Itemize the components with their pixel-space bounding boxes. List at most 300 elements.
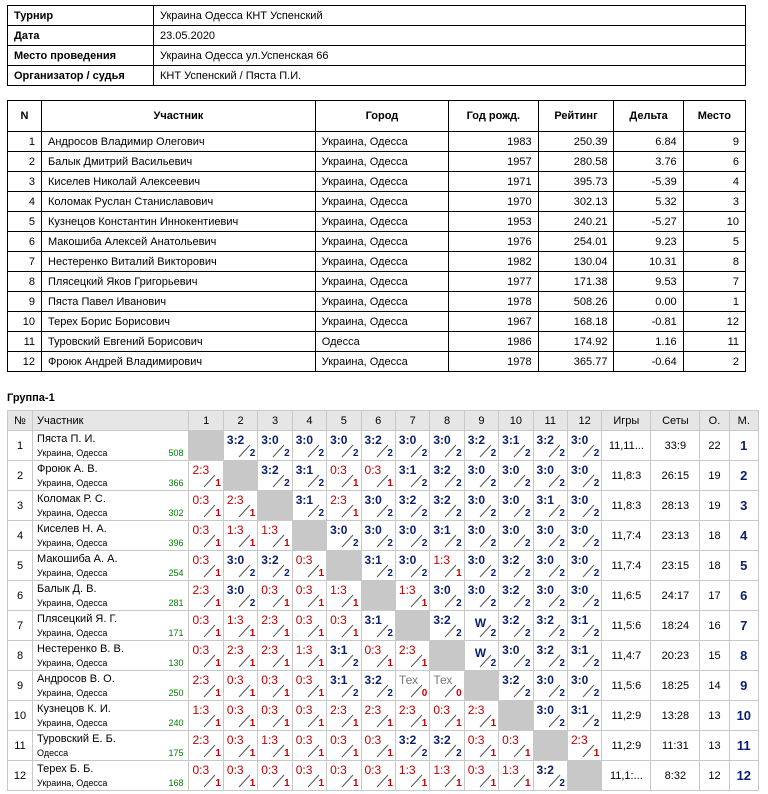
match-points: 2	[456, 478, 462, 489]
match-result	[223, 671, 257, 701]
info-value: Украина Одесса ул.Успенская 66	[154, 46, 746, 66]
match-score: 3:2	[364, 673, 382, 687]
match-points: 1	[352, 478, 359, 489]
player-info	[33, 581, 189, 611]
grid-header-col: 10	[499, 411, 533, 431]
match-result	[464, 731, 498, 761]
match-score: 0:3	[192, 763, 210, 777]
participant-cell: 250.39	[538, 132, 614, 152]
match-result	[395, 731, 429, 761]
match-score: 0:3	[467, 763, 485, 777]
participant-cell: 1	[683, 292, 745, 312]
match-result	[223, 641, 257, 671]
player-city: Украина, Одесса	[37, 598, 108, 608]
match-result	[189, 551, 223, 581]
match-result	[189, 611, 223, 641]
player-info	[33, 461, 189, 491]
match-score: 3:0	[295, 433, 314, 447]
match-points: 2	[524, 598, 531, 609]
group-row	[8, 731, 759, 761]
match-points: 2	[387, 448, 393, 459]
match-points: 2	[593, 478, 600, 489]
match-score: 3:0	[536, 673, 554, 687]
match-result	[533, 551, 567, 581]
match-result	[430, 611, 464, 641]
match-score: 1:3	[226, 523, 244, 537]
group-row	[8, 581, 759, 611]
player-city: Украина, Одесса	[37, 538, 108, 548]
participant-cell: Украина, Одесса	[315, 132, 448, 152]
match-result	[395, 701, 429, 731]
player-info	[33, 521, 189, 551]
match-score: 2:3	[226, 643, 244, 657]
player-points: 13	[700, 701, 729, 731]
match-score: 0:3	[261, 673, 278, 687]
match-score: 1:3	[226, 613, 244, 627]
participant-cell: Украина, Одесса	[315, 152, 448, 172]
player-games: 11,1:...	[602, 761, 651, 791]
match-score: 0:3	[295, 673, 313, 687]
player-sets: 24:17	[651, 581, 700, 611]
match-score: 2:3	[261, 613, 278, 627]
grid-header-col: 2	[223, 411, 257, 431]
match-score: 1:3	[433, 763, 451, 777]
match-result	[361, 671, 395, 701]
match-score: 0:3	[261, 703, 278, 717]
player-info	[33, 671, 189, 701]
match-points: 2	[559, 568, 565, 579]
match-points: 1	[215, 478, 221, 489]
participants-header: Рейтинг	[538, 101, 614, 132]
match-points: 1	[249, 508, 256, 519]
participant-cell: 508.26	[538, 292, 614, 312]
match-points: 2	[593, 568, 600, 579]
match-points: 1	[284, 538, 290, 549]
self-cell	[189, 431, 223, 461]
participant-row	[8, 352, 746, 372]
match-points: 2	[593, 628, 600, 639]
match-result	[189, 701, 223, 731]
match-score: 0:3	[192, 553, 210, 567]
group-row	[8, 551, 759, 581]
player-rating: 254	[168, 568, 184, 578]
match-points: 1	[456, 568, 462, 579]
grid-header-games: Игры	[602, 411, 651, 431]
player-games: 11,11...	[602, 431, 651, 461]
match-score: 3:2	[433, 493, 451, 507]
match-score: 0:3	[226, 763, 244, 777]
match-result	[430, 731, 464, 761]
participant-cell: 5	[683, 232, 745, 252]
player-rating: 130	[168, 658, 184, 668]
player-rating: 302	[168, 508, 184, 518]
match-score: 3:0	[570, 493, 589, 507]
match-points: 2	[593, 538, 600, 549]
match-result	[395, 521, 429, 551]
match-score: 3:0	[502, 523, 520, 537]
participant-cell: 12	[8, 352, 42, 372]
match-points: 2	[524, 628, 531, 639]
player-city: Украина, Одесса	[37, 658, 108, 668]
match-score: 3:2	[502, 673, 520, 687]
match-points: 1	[421, 778, 428, 789]
participant-cell: 280.58	[538, 152, 614, 172]
match-result	[189, 731, 223, 761]
match-result	[223, 731, 257, 761]
self-cell	[567, 761, 601, 791]
match-result	[292, 641, 326, 671]
match-result	[567, 461, 601, 491]
player-points: 19	[700, 461, 729, 491]
match-score: 3:1	[398, 463, 417, 477]
player-name: Балык Д. В.	[37, 583, 97, 595]
match-points: 2	[421, 508, 428, 519]
match-points: 2	[284, 448, 290, 459]
match-points: 2	[593, 658, 600, 669]
match-score: 1:3	[502, 763, 519, 777]
match-points: 2	[593, 598, 600, 609]
match-result	[361, 611, 395, 641]
match-result	[189, 461, 223, 491]
match-points: 1	[318, 778, 325, 789]
match-points: 1	[456, 778, 462, 789]
grid-header-col: 6	[361, 411, 395, 431]
match-points: 1	[352, 778, 359, 789]
match-result	[327, 671, 361, 701]
match-score: 3:0	[364, 523, 382, 537]
info-label: Дата	[8, 26, 154, 46]
player-sets: 23:13	[651, 521, 700, 551]
match-score: 0:3	[330, 463, 347, 477]
match-result	[533, 491, 567, 521]
match-score: 0:3	[295, 733, 313, 747]
group-row	[8, 761, 759, 791]
player-name: Терех Б. Б.	[37, 763, 94, 775]
match-result	[258, 701, 292, 731]
match-score: 3:1	[570, 613, 589, 627]
player-sets: 8:32	[651, 761, 700, 791]
match-result	[327, 701, 361, 731]
player-points: 14	[700, 671, 729, 701]
player-name: Плясецкий Я. Г.	[37, 613, 118, 625]
match-points: 1	[421, 598, 428, 609]
match-score: 3:0	[364, 493, 382, 507]
match-score: 3:2	[467, 433, 486, 447]
participant-cell: 12	[683, 312, 745, 332]
participant-cell: 130.04	[538, 252, 614, 272]
match-score: 0:3	[295, 703, 313, 717]
player-number: 9	[8, 671, 33, 701]
match-result	[292, 731, 326, 761]
match-result	[223, 701, 257, 731]
participant-cell: 302.13	[538, 192, 614, 212]
match-score: 0:3	[364, 763, 382, 777]
match-points: 2	[559, 688, 565, 699]
match-result	[258, 461, 292, 491]
participant-cell: 8	[8, 272, 42, 292]
match-points: 2	[387, 568, 393, 579]
match-result	[499, 461, 533, 491]
participant-cell: -0.81	[614, 312, 683, 332]
match-result	[258, 731, 292, 761]
participant-cell: 171.38	[538, 272, 614, 292]
participant-cell: 3	[8, 172, 42, 192]
match-result	[327, 581, 361, 611]
match-result	[567, 581, 601, 611]
grid-header-col: 3	[258, 411, 292, 431]
match-points: 1	[249, 628, 256, 639]
match-score: 3:1	[295, 463, 314, 477]
match-score: 0:3	[433, 703, 451, 717]
match-result	[292, 551, 326, 581]
player-points: 17	[700, 581, 729, 611]
player-place: 9	[729, 671, 758, 701]
match-points: 2	[456, 628, 462, 639]
match-result	[189, 641, 223, 671]
match-score: 3:0	[467, 553, 486, 567]
match-result	[430, 551, 464, 581]
match-points: 1	[387, 478, 393, 489]
match-result	[567, 521, 601, 551]
participant-cell: Макошиба Алексей Анатольевич	[42, 232, 316, 252]
participant-cell: 168.18	[538, 312, 614, 332]
player-number: 12	[8, 761, 33, 791]
match-result	[258, 761, 292, 791]
match-result	[258, 581, 292, 611]
participant-row	[8, 152, 746, 172]
match-points: 2	[284, 478, 290, 489]
player-number: 10	[8, 701, 33, 731]
match-points: 2	[421, 748, 428, 759]
player-city: Украина, Одесса	[37, 628, 108, 638]
match-points: 2	[456, 508, 462, 519]
grid-header-col: 4	[292, 411, 326, 431]
match-result	[430, 701, 464, 731]
match-score: 3:0	[226, 583, 245, 597]
group-row	[8, 701, 759, 731]
self-cell	[258, 491, 292, 521]
participant-row	[8, 172, 746, 192]
player-place: 7	[729, 611, 758, 641]
participant-cell: 6.84	[614, 132, 683, 152]
participant-cell: 395.73	[538, 172, 614, 192]
match-score: 0:3	[295, 763, 313, 777]
match-result	[567, 671, 601, 701]
player-name: Киселев Н. А.	[37, 523, 107, 535]
match-points: 2	[318, 508, 325, 519]
grid-header-col: 7	[395, 411, 429, 431]
self-cell	[395, 611, 429, 641]
match-score: 2:3	[192, 733, 210, 747]
match-score: 3:2	[536, 643, 554, 657]
match-result	[430, 521, 464, 551]
match-score: 0:3	[330, 613, 347, 627]
match-result	[189, 671, 223, 701]
match-result	[361, 431, 395, 461]
match-result	[499, 521, 533, 551]
participant-row	[8, 312, 746, 332]
match-score: 1:3	[192, 703, 210, 717]
match-score: 1:3	[295, 643, 313, 657]
match-result	[499, 611, 533, 641]
match-score: 3:0	[570, 673, 589, 687]
grid-header-col: 9	[464, 411, 498, 431]
match-score: 3:0	[536, 463, 554, 477]
match-result	[189, 521, 223, 551]
participant-cell: 1970	[449, 192, 539, 212]
group-title: Группа-1	[7, 392, 55, 404]
match-points: 1	[249, 538, 256, 549]
participant-cell: 365.77	[538, 352, 614, 372]
match-score: 3:0	[467, 583, 486, 597]
match-points: 1	[284, 718, 290, 729]
grid-header-sets: Сеты	[651, 411, 700, 431]
match-points: 2	[593, 718, 600, 729]
player-sets: 23:15	[651, 551, 700, 581]
match-points: 1	[284, 688, 290, 699]
match-points: 2	[456, 448, 462, 459]
match-points: 2	[524, 688, 531, 699]
match-points: 1	[215, 778, 221, 789]
player-city: Украина, Одесса	[37, 508, 108, 518]
participant-cell: 2	[8, 152, 42, 172]
match-points: 1	[284, 628, 290, 639]
match-points: 2	[559, 448, 565, 459]
match-result	[395, 641, 429, 671]
match-score: 3:1	[536, 493, 554, 507]
match-score: 3:0	[536, 583, 554, 597]
match-score: 1:3	[398, 763, 416, 777]
player-city: Украина, Одесса	[37, 448, 108, 458]
match-points: 0	[456, 688, 462, 699]
match-result	[567, 491, 601, 521]
player-city: Одесса	[37, 748, 69, 758]
match-result	[464, 641, 498, 671]
player-sets: 33:9	[651, 431, 700, 461]
match-points: 2	[387, 628, 393, 639]
player-points: 19	[700, 491, 729, 521]
match-points: 1	[490, 778, 497, 789]
participant-cell: Украина, Одесса	[315, 312, 448, 332]
match-result	[430, 671, 464, 701]
participant-row	[8, 332, 746, 352]
match-result	[395, 461, 429, 491]
match-result	[499, 431, 533, 461]
match-result	[258, 551, 292, 581]
match-score: 0:3	[364, 733, 382, 747]
match-result	[258, 671, 292, 701]
match-result	[499, 671, 533, 701]
match-points: 1	[249, 748, 256, 759]
player-name: Пяста П. И.	[37, 433, 96, 445]
match-score: 2:3	[192, 673, 210, 687]
info-label: Место проведения	[8, 46, 154, 66]
participant-cell: 1967	[449, 312, 539, 332]
match-points: 1	[215, 508, 221, 519]
participant-cell: Украина, Одесса	[315, 172, 448, 192]
match-score: 3:0	[226, 553, 245, 567]
participant-cell: 9	[683, 132, 745, 152]
match-points: 2	[524, 478, 531, 489]
player-place: 4	[729, 521, 758, 551]
match-result	[464, 521, 498, 551]
participant-cell: 5.32	[614, 192, 683, 212]
match-points: 2	[490, 508, 497, 519]
info-value: Украина Одесса КНТ Успенский	[154, 6, 746, 26]
match-result	[567, 731, 601, 761]
match-score: 2:3	[398, 703, 416, 717]
player-points: 12	[700, 761, 729, 791]
player-city: Украина, Одесса	[37, 688, 108, 698]
match-points: 2	[421, 448, 428, 459]
participant-cell: 1982	[449, 252, 539, 272]
match-score: 3:0	[570, 583, 589, 597]
participant-cell: 4	[683, 172, 745, 192]
participant-cell: 240.21	[538, 212, 614, 232]
match-score: 0:3	[226, 673, 244, 687]
match-score: 2:3	[226, 493, 244, 507]
player-info	[33, 431, 189, 461]
match-result	[292, 461, 326, 491]
player-sets: 26:15	[651, 461, 700, 491]
player-games: 11,7:4	[602, 551, 651, 581]
match-score: 0:3	[192, 613, 210, 627]
match-points: 2	[524, 448, 531, 459]
match-result	[533, 671, 567, 701]
match-score: 0:3	[364, 463, 382, 477]
match-points: 2	[387, 688, 393, 699]
participant-cell: Украина, Одесса	[315, 292, 448, 312]
participant-cell: 2	[683, 352, 745, 372]
match-score: 3:2	[536, 763, 554, 777]
player-info	[33, 611, 189, 641]
player-number: 3	[8, 491, 33, 521]
match-points: 2	[559, 778, 565, 789]
match-score: 0:3	[295, 553, 313, 567]
participant-cell: 10.31	[614, 252, 683, 272]
match-score: 3:2	[433, 733, 451, 747]
match-points: 1	[215, 718, 221, 729]
participant-cell: 1953	[449, 212, 539, 232]
match-points: 1	[352, 508, 359, 519]
grid-header-col: 12	[567, 411, 601, 431]
match-points: 1	[215, 688, 221, 699]
match-points: 2	[490, 628, 497, 639]
participant-cell: 1976	[449, 232, 539, 252]
participant-cell: Терех Борис Борисович	[42, 312, 316, 332]
match-score: 0:3	[330, 763, 347, 777]
player-place: 5	[729, 551, 758, 581]
match-points: 2	[249, 568, 256, 579]
match-score: 3:2	[502, 583, 520, 597]
match-score: 3:0	[536, 703, 554, 717]
player-place: 6	[729, 581, 758, 611]
match-score: 3:2	[502, 553, 520, 567]
participant-cell: 9.23	[614, 232, 683, 252]
match-result	[464, 491, 498, 521]
group-row	[8, 491, 759, 521]
match-points: 1	[249, 688, 256, 699]
match-score: 0:3	[330, 733, 347, 747]
participants-header: N	[8, 101, 42, 132]
match-points: 1	[318, 628, 325, 639]
match-score: 3:0	[570, 523, 589, 537]
match-points: 2	[387, 508, 393, 519]
participants-header: Год рожд.	[449, 101, 539, 132]
participant-cell: Киселев Николай Алексеевич	[42, 172, 316, 192]
match-points: 2	[352, 658, 359, 669]
match-points: 1	[387, 778, 393, 789]
